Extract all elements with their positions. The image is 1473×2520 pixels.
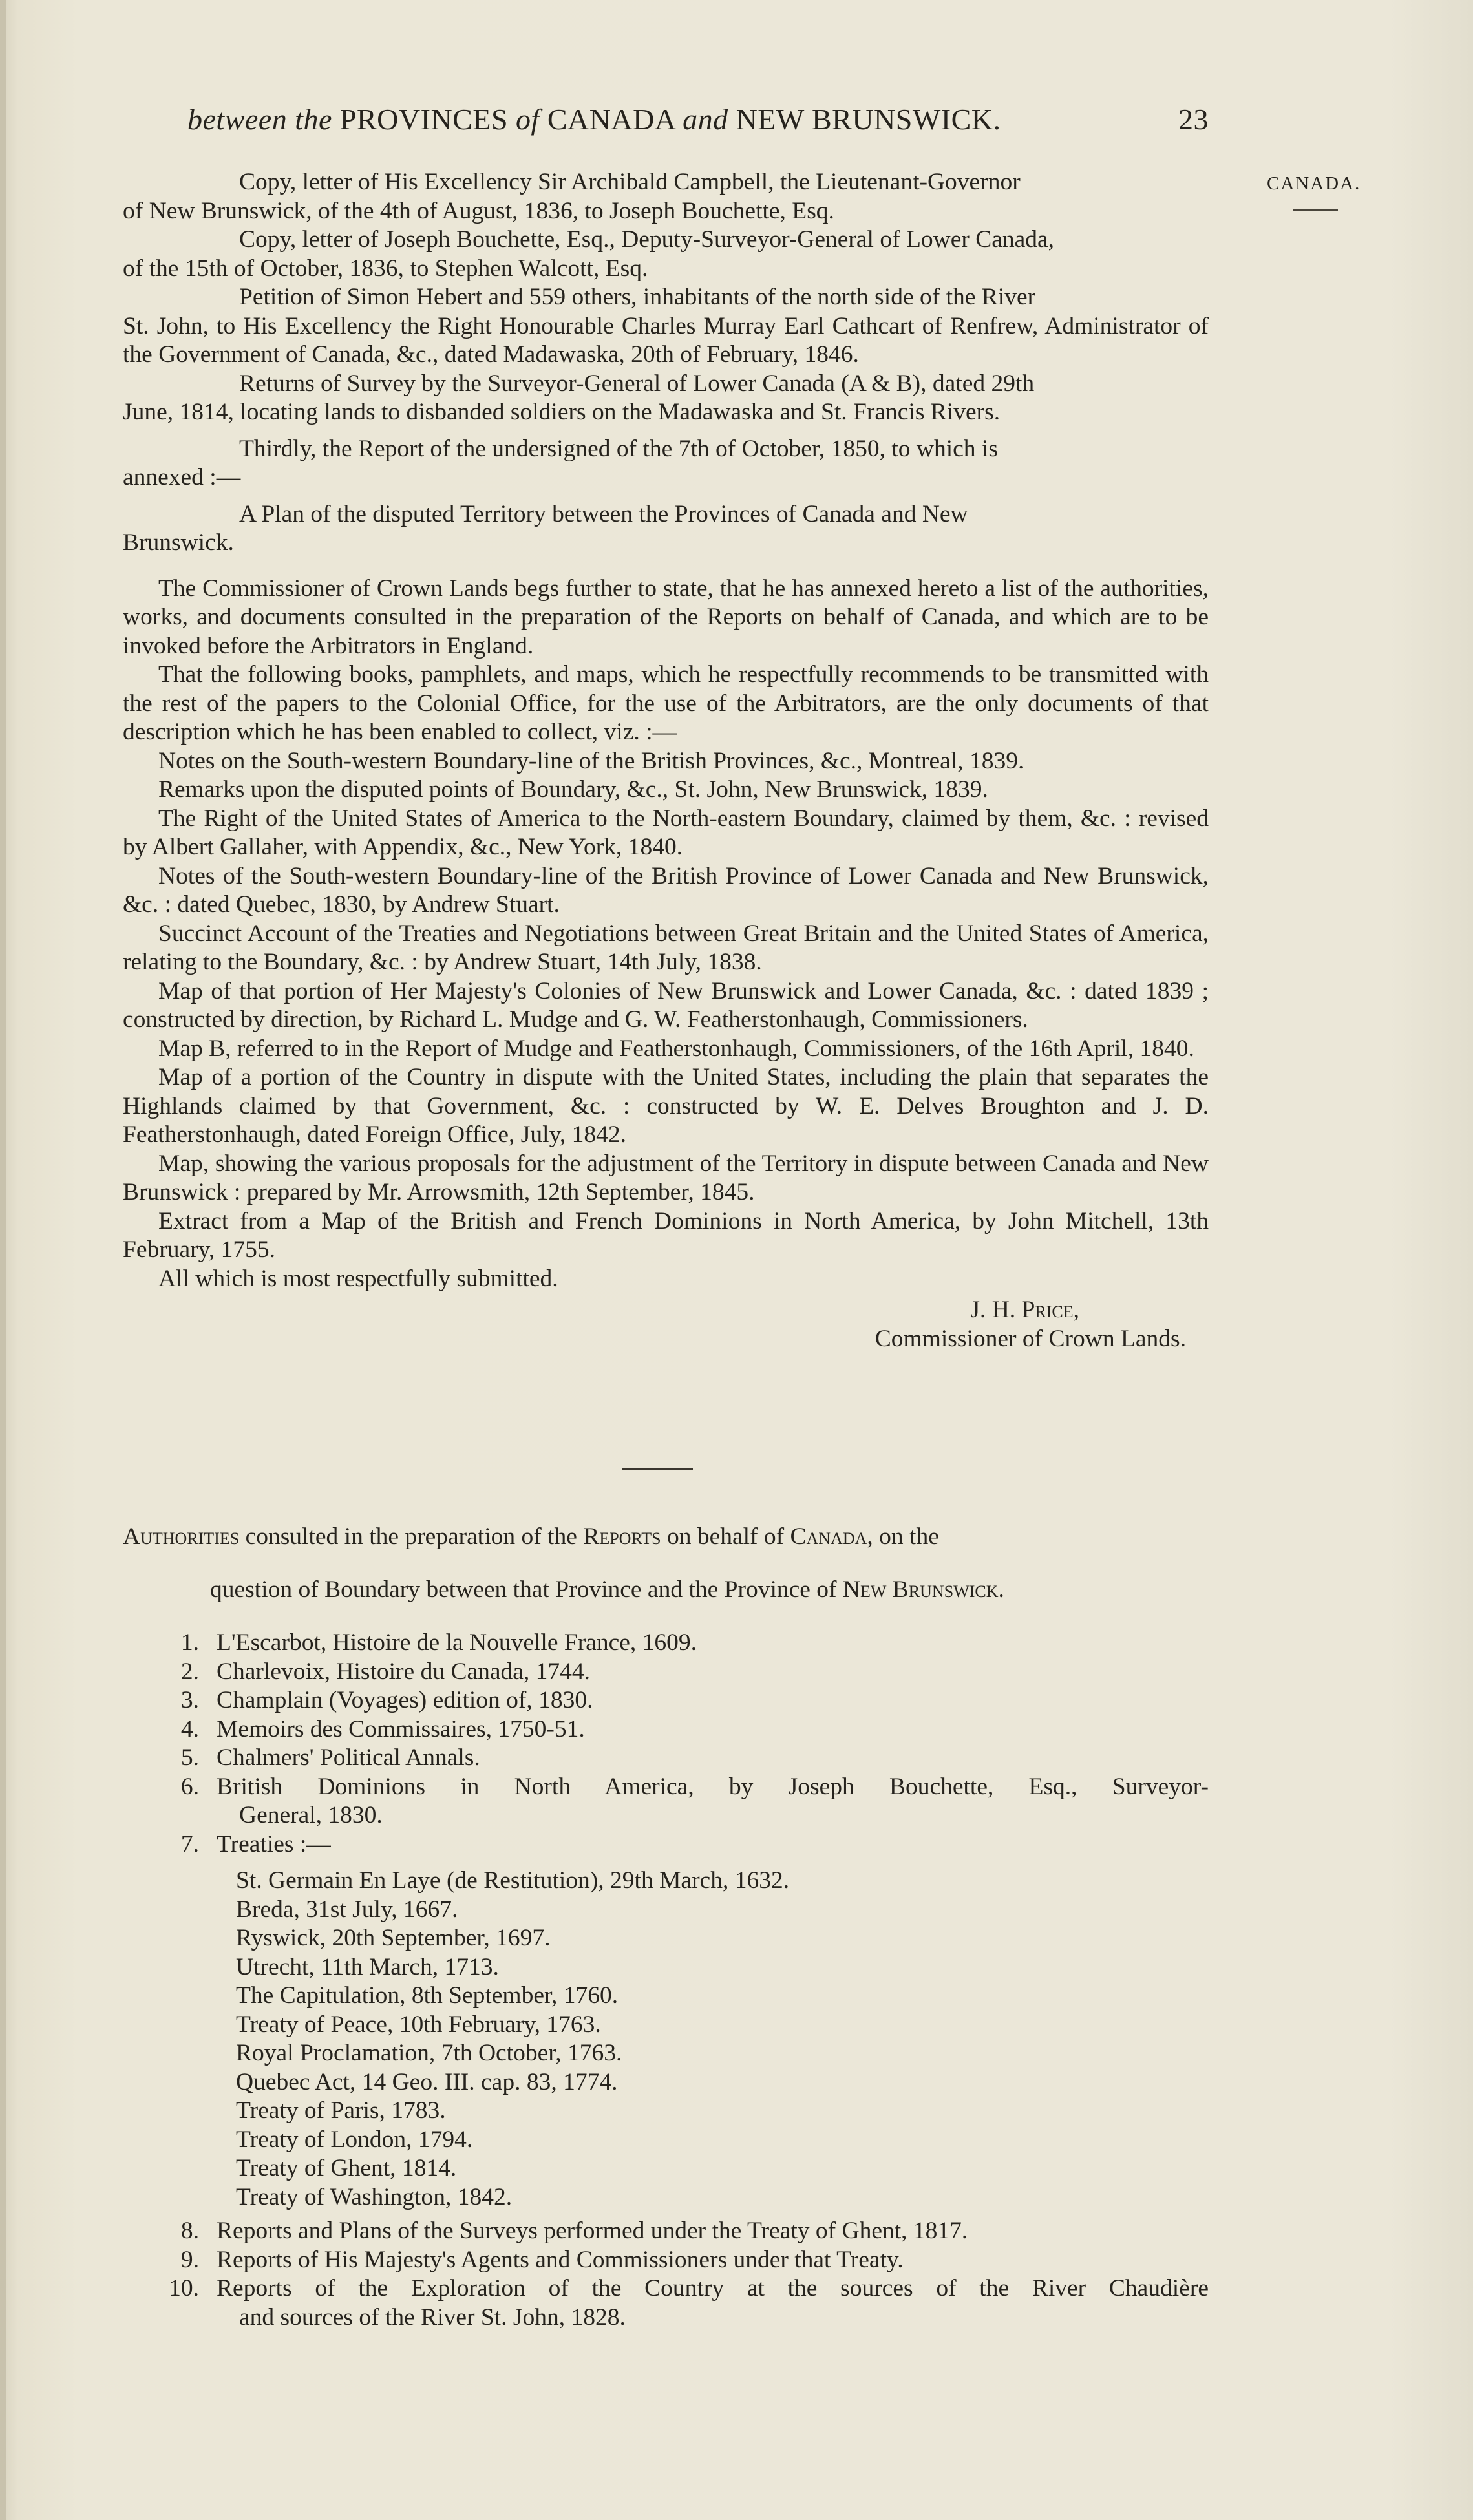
list-item (123, 1773, 1209, 1830)
paragraph: The Commissioner of Crown Lands begs further to state, that he has annexed hereto a list of the authorities, works, and documents consulted in the preparation of the Reports on behalf of Canada, and which are to be invoked before the Arbitrators in England. (123, 575, 1209, 659)
binding-edge (0, 0, 6, 2520)
item-text: Reports of His Majesty's Agents and Commissioners under that Treaty. (217, 2246, 904, 2273)
treaty-item: Treaty of Washington, 1842. (236, 2183, 513, 2210)
treaty-item: St. Germain En Laye (de Restitution), 29th March, 1632. (236, 1867, 790, 1894)
list-item (123, 2274, 1209, 2332)
heading-text: . (998, 1576, 1004, 1603)
list-item (123, 1629, 1209, 1658)
signature-block (123, 1296, 1209, 1353)
authorities-heading-line2 (123, 1576, 1209, 1605)
paragraph: Remarks upon the disputed points of Boundary, &c., St. John, New Brunswick, 1839. (158, 776, 988, 803)
heading-text: on behalf of (661, 1523, 790, 1550)
item-number: 5. (180, 1744, 199, 1771)
treaty-item: Treaty of Ghent, 1814. (236, 2155, 457, 2181)
paragraph: Extract from a Map of the British and French Dominions in North America, by John Mitchell, 13th February, 1755. (123, 1207, 1209, 1263)
paragraph: Map of that portion of Her Majesty's Colonies of New Brunswick and Lower Canada, &c. : dated 1839 ; constructed by direction, by Richard L. Mudge and G. W. Featherstonhaugh, Commissioners. (123, 977, 1209, 1033)
list-item (123, 2246, 1209, 2275)
plan-entry (123, 500, 1209, 558)
paragraph: Map, showing the various proposals for the adjustment of the Territory in dispute between Canada and New Brunswick : prepared by Mr. Arrowsmith, 12th September, 1845. (123, 1150, 1209, 1205)
entry-continuation: of the 15th of October, 1836, to Stephen Walcott, Esq. (123, 255, 648, 282)
item-text-continued: and sources of the River St. John, 1828. (239, 2303, 626, 2331)
enclosure-entry (123, 283, 1209, 370)
authorities-section (123, 1498, 1209, 2332)
treaty-item: Treaty of Paris, 1783. (236, 2097, 446, 2124)
main-text (123, 168, 1209, 1353)
authorities-list (123, 1629, 1209, 2332)
paragraph: All which is most respectfully submitted. (158, 1265, 558, 1292)
treaty-item: Utrecht, 11th March, 1713. (236, 1953, 499, 1980)
header-and: and (683, 103, 728, 136)
thirdly-first-line: Thirdly, the Report of the undersigned of the 7th of October, 1850, to which is (239, 435, 998, 462)
item-text: Memoirs des Commissaires, 1750-51. (217, 1715, 585, 1742)
header-between-the: between the (187, 103, 332, 136)
enclosure-entry (123, 370, 1209, 427)
list-item (123, 1658, 1209, 1687)
heading-text: question of Boundary between that Province and the Province of (210, 1576, 843, 1603)
plan-continuation: Brunswick. (123, 529, 234, 556)
entry-first-line: Returns of Survey by the Surveyor-General of Lower Canada (A & B), dated 29th (239, 370, 1035, 397)
entry-first-line: Petition of Simon Hebert and 559 others, inhabitants of the north side of the River (239, 284, 1036, 310)
paragraph: The Right of the United States of America to the North-eastern Boundary, claimed by them, &c. : revised by Albert Gallaher, with Appendix, &c., New York, 1840. (123, 805, 1209, 860)
header-new-brunswick: NEW BRUNSWICK. (736, 103, 1001, 136)
item-number: 6. (180, 1773, 199, 1800)
paragraph: Notes on the South-western Boundary-line of the British Provinces, &c., Montreal, 1839. (158, 747, 1024, 774)
paragraph: Succinct Account of the Treaties and Negotiations between Great Britain and the United States of America, relating to the Boundary, &c. : by Andrew Stuart, 14th July, 1838. (123, 920, 1209, 975)
item-text: L'Escarbot, Histoire de la Nouvelle France, 1609. (217, 1629, 697, 1656)
entry-first-line: Copy, letter of Joseph Bouchette, Esq., Deputy-Surveyor-General of Lower Canada, (239, 226, 1055, 253)
entry-continuation: June, 1814, locating lands to disbanded soldiers on the Madawaska and St. Francis Rivers. (123, 399, 1001, 425)
heading-text: , on the (867, 1523, 939, 1550)
treaty-item: Quebec Act, 14 Geo. III. cap. 83, 1774. (236, 2068, 618, 2095)
treaty-item: Treaty of London, 1794. (236, 2126, 473, 2153)
header-of: of (516, 103, 540, 136)
page-number: 23 (1178, 103, 1209, 136)
item-number: 7. (180, 1830, 199, 1858)
entry-continuation: of New Brunswick, of the 4th of August, 1836, to Joseph Bouchette, Esq. (123, 197, 834, 224)
thirdly-continuation: annexed :— (123, 464, 241, 491)
enclosure-entry (123, 168, 1209, 226)
item-number: 10. (169, 2275, 199, 2302)
item-text: British Dominions in North America, by Joseph Bouchette, Esq., Surveyor- (217, 1773, 1209, 1800)
item-number: 3. (180, 1687, 199, 1713)
item-text: Reports of the Exploration of the Country at the sources of the River Chaudière (217, 2275, 1209, 2302)
list-item (123, 1686, 1209, 1715)
section-divider (622, 1468, 693, 1470)
canada-word: Canada (790, 1523, 867, 1550)
item-text: Reports and Plans of the Surveys performed under the Treaty of Ghent, 1817. (217, 2218, 968, 2244)
margin-note-canada: CANADA. (1267, 173, 1361, 194)
item-text: Treaties :— (217, 1830, 331, 1858)
item-text: Charlevoix, Histoire du Canada, 1744. (217, 1658, 591, 1685)
signature-name: J. H. Price, (970, 1297, 1079, 1323)
plan-first-line: A Plan of the disputed Territory between the Provinces of Canada and New (239, 500, 968, 527)
header-provinces: PROVINCES (339, 103, 509, 136)
list-item (123, 1830, 1209, 1859)
margin-note-rule (1293, 209, 1338, 211)
item-number: 1. (180, 1629, 199, 1656)
item-number: 9. (180, 2246, 199, 2273)
paragraph: That the following books, pamphlets, and maps, which he respectfully recommends to be transmitted with the rest of the papers to the Colonial Office, for the use of the Arbitrators, are the only documents of that description which he has been enabled to collect, viz. :— (123, 661, 1209, 745)
treaty-item: The Capitulation, 8th September, 1760. (236, 1982, 619, 2009)
treaty-item: Ryswick, 20th September, 1697. (236, 1925, 551, 1951)
authorities-heading-line1 (123, 1523, 1209, 1552)
entry-first-line: Copy, letter of His Excellency Sir Archibald Campbell, the Lieutenant-Governor (239, 169, 1021, 195)
paragraph: Map of a portion of the Country in dispute with the United States, including the plain that separates the Highlands claimed by that Government, &c. : constructed by W. E. Delves Broughton and J. D. Featherstonhaugh, dated Foreign Office, July, 1842. (123, 1064, 1209, 1148)
list-item (123, 1715, 1209, 1744)
signature-title: Commissioner of Crown Lands. (874, 1325, 1186, 1352)
entry-continuation: St. John, to His Excellency the Right Honourable Charles Murray Earl Cathcart of Renfrew, Administrator of the Government of Canada, &c., dated Madawaska, 20th of February, 1846. (123, 312, 1209, 368)
item-number: 4. (180, 1715, 199, 1742)
running-header (187, 102, 1209, 136)
list-item (123, 2217, 1209, 2246)
authorities-word: Authorities (123, 1523, 240, 1550)
item-text: Champlain (Voyages) edition of, 1830. (217, 1687, 593, 1713)
thirdly-section (123, 435, 1209, 558)
new-brunswick-word: New Brunswick (842, 1576, 999, 1603)
paragraph: Notes of the South-western Boundary-line of the British Province of Lower Canada and New Brunswick, &c. : dated Quebec, 1830, by Andrew Stuart. (123, 862, 1209, 918)
item-text-continued: General, 1830. (239, 1802, 383, 1828)
heading-text: consulted in the preparation of the (239, 1523, 584, 1550)
paragraph: Map B, referred to in the Report of Mudge and Featherstonhaugh, Commissioners, of the 16th April, 1840. (158, 1035, 1194, 1062)
treaty-item: Breda, 31st July, 1667. (236, 1896, 458, 1923)
treaty-item: Treaty of Peace, 10th February, 1763. (236, 2011, 601, 2038)
treaty-item: Royal Proclamation, 7th October, 1763. (236, 2040, 622, 2066)
item-number: 8. (180, 2218, 199, 2244)
item-number: 2. (180, 1658, 199, 1685)
header-canada: CANADA (547, 103, 675, 136)
reports-word: Reports (583, 1523, 661, 1550)
item-text: Chalmers' Political Annals. (217, 1744, 480, 1771)
treaties-sublist (123, 1867, 1209, 2212)
list-item (123, 1744, 1209, 1773)
enclosure-entry (123, 226, 1209, 283)
commissioner-statement (123, 575, 1209, 1294)
